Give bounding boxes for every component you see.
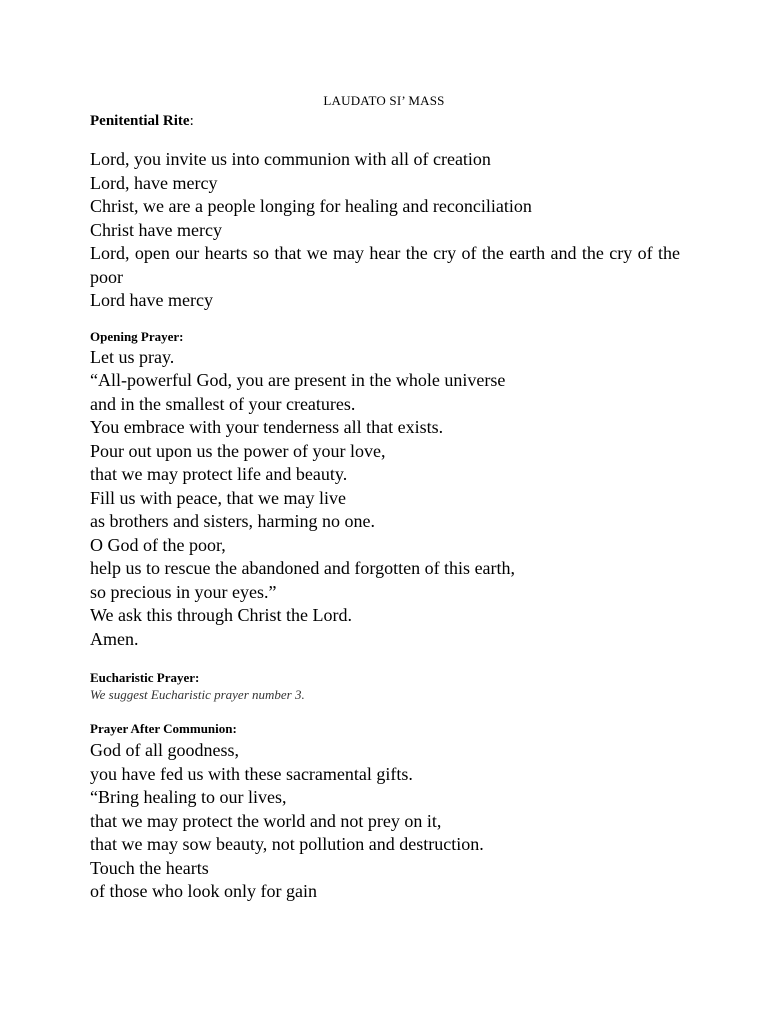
penitential-line: Lord have mercy (90, 290, 213, 310)
prayer-after-communion-line: that we may protect the world and not prey on it, (90, 810, 442, 831)
opening-prayer-line: “All-powerful God, you are present in the whole universe (90, 370, 506, 390)
prayer-after-communion-line: of those who look only for gain (90, 881, 317, 901)
eucharistic-prayer-heading: Eucharistic Prayer: (90, 670, 200, 685)
prayer-after-communion-line: you have fed us with these sacramental gifts. (90, 763, 413, 784)
prayer-after-communion-line: that we may sow beauty, not pollution and destruction. (90, 834, 484, 854)
opening-prayer-line: help us to rescue the abandoned and forgotten of this earth, (90, 558, 516, 578)
penitential-rite-heading-text: Penitential Rite (90, 113, 190, 129)
opening-prayer-line: and in the smallest of your creatures. (90, 393, 356, 414)
prayer-after-communion-line: God of all goodness, (90, 740, 239, 760)
document-title: LAUDATO SI’ MASS (323, 93, 445, 108)
opening-prayer-line: as brothers and sisters, harming no one. (90, 511, 375, 531)
opening-prayer-line: Amen. (90, 628, 139, 649)
opening-prayer-line: O God of the poor, (90, 534, 226, 555)
opening-prayer-heading: Opening Prayer: (90, 328, 184, 344)
eucharistic-prayer-note: We suggest Eucharistic prayer number 3. (90, 687, 305, 702)
penitential-line: Christ, we are a people longing for healing and reconciliation (90, 196, 532, 216)
opening-prayer-line: You embrace with your tenderness all that exists. (90, 417, 444, 437)
penitential-line: Lord, you invite us into communion with all of creation (90, 149, 491, 169)
opening-prayer-line: Let us pray. (90, 346, 175, 367)
penitential-rite-section (90, 111, 680, 313)
opening-prayer-line: Pour out upon us the power of your love, (90, 440, 386, 461)
penitential-rite-heading-colon: : (189, 113, 194, 129)
opening-prayer-section (90, 328, 680, 652)
opening-prayer-line: so precious in your eyes.” (90, 581, 277, 602)
prayer-after-communion-line: “Bring healing to our lives, (90, 787, 287, 807)
opening-prayer-line: We ask this through Christ the Lord. (90, 605, 353, 625)
opening-prayer-line: Fill us with peace, that we may live (90, 487, 346, 508)
prayer-after-communion-line: Touch the hearts (90, 857, 209, 878)
penitential-rite-heading (90, 111, 680, 131)
eucharistic-prayer-section (90, 669, 680, 703)
document-body (90, 111, 680, 904)
penitential-line: Christ have mercy (90, 219, 222, 240)
penitential-line: Lord, open our hearts so that we may hear the cry of the earth and the cry of the poor (90, 243, 680, 287)
opening-prayer-line: that we may protect life and beauty. (90, 464, 348, 484)
prayer-after-communion-section (90, 720, 680, 904)
prayer-after-communion-heading: Prayer After Communion: (90, 721, 237, 736)
penitential-line: Lord, have mercy (90, 172, 218, 193)
